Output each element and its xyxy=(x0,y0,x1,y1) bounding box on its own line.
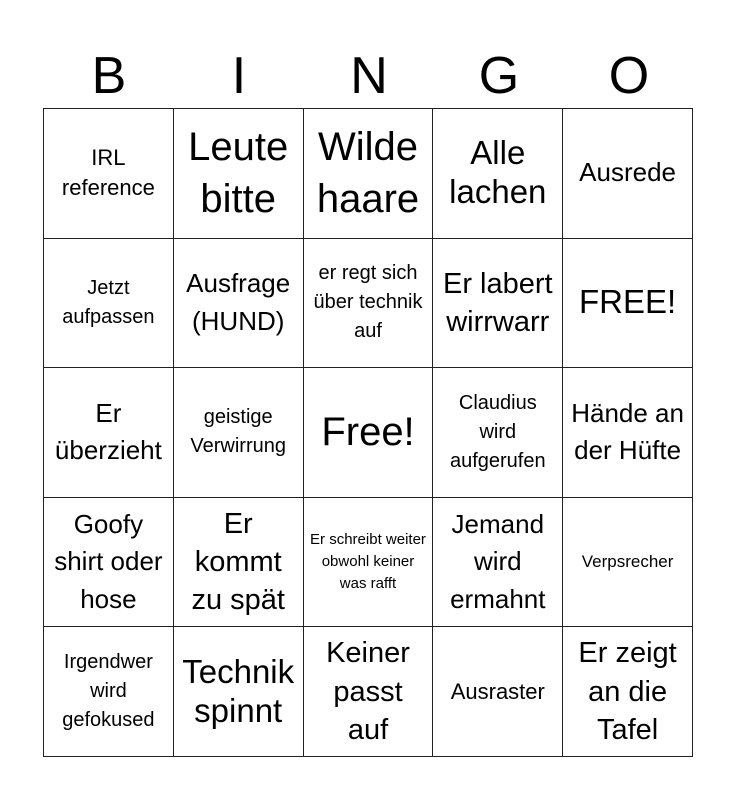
bingo-cell[interactable]: Jemand wird ermahnt xyxy=(433,498,563,628)
bingo-cell[interactable]: geistige Verwirrung xyxy=(174,368,304,498)
bingo-cell[interactable]: Hände an der Hüfte xyxy=(563,368,693,498)
header-letter-i: I xyxy=(231,47,247,105)
bingo-cell[interactable]: Claudius wird aufgerufen xyxy=(433,368,563,498)
bingo-cell[interactable]: Verpsrecher xyxy=(563,498,693,628)
bingo-cell[interactable]: Ausfrage (HUND) xyxy=(174,239,304,369)
bingo-cell[interactable]: IRL reference xyxy=(44,109,174,239)
bingo-cell[interactable]: Er schreibt weiter obwohl keiner was rafft xyxy=(304,498,434,628)
bingo-cell[interactable]: Er zeigt an die Tafel xyxy=(563,627,693,757)
bingo-board xyxy=(43,108,693,757)
bingo-cell[interactable]: Keiner passt auf xyxy=(304,627,434,757)
header-letter-b: B xyxy=(91,47,127,105)
bingo-cell[interactable]: er regt sich über technik auf xyxy=(304,239,434,369)
bingo-cell[interactable]: Alle lachen xyxy=(433,109,563,239)
bingo-cell[interactable]: Leute bitte xyxy=(174,109,304,239)
bingo-cell[interactable]: Jetzt aufpassen xyxy=(44,239,174,369)
header-letter-o: O xyxy=(608,47,650,105)
bingo-cell[interactable]: Er labert wirrwarr xyxy=(433,239,563,369)
bingo-cell-free[interactable]: Free! xyxy=(304,368,434,498)
header-letter-g: G xyxy=(478,47,520,105)
bingo-cell[interactable]: Er überzieht xyxy=(44,368,174,498)
bingo-cell[interactable]: Ausraster xyxy=(433,627,563,757)
bingo-cell[interactable]: Irgendwer wird gefokused xyxy=(44,627,174,757)
bingo-cell-free[interactable]: FREE! xyxy=(563,239,693,369)
bingo-cell[interactable]: Ausrede xyxy=(563,109,693,239)
bingo-cell[interactable]: Technik spinnt xyxy=(174,627,304,757)
bingo-header xyxy=(44,44,694,108)
header-letter-n: N xyxy=(350,47,388,105)
bingo-cell[interactable]: Goofy shirt oder hose xyxy=(44,498,174,628)
bingo-cell[interactable]: Er kommt zu spät xyxy=(174,498,304,628)
bingo-cell[interactable]: Wilde haare xyxy=(304,109,434,239)
